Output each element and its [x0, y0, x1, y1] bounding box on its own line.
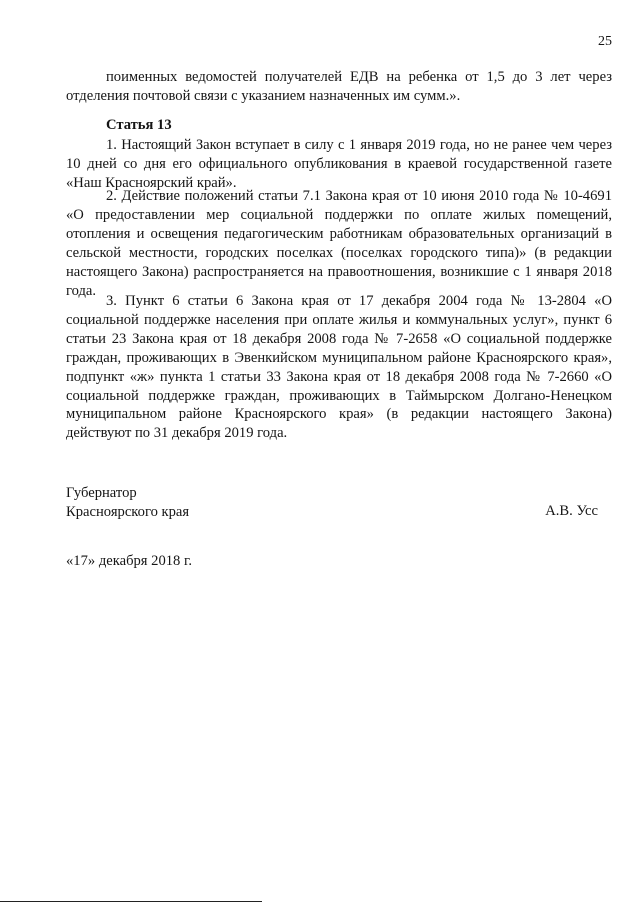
article-heading: Статья 13	[106, 117, 172, 133]
continuation-paragraph: поименных ведомостей получателей ЕДВ на ребенка от 1,5 до 3 лет через отделения почтовой связи с указанием назначенных им сумм.».	[66, 69, 612, 104]
signature-title-line-2: Красноярского края	[66, 504, 190, 520]
signatory-name: А.В. Усс	[545, 503, 598, 519]
article-paragraph-1: 1. Настоящий Закон вступает в силу с 1 января 2019 года, но не ранее чем через 10 дней со дня его официального опубликования в краевой государственной газете «Наш Красноярский край».	[66, 137, 612, 191]
article-paragraph-3: 3. Пункт 6 статьи 6 Закона края от 17 декабря 2004 года № 13-2804 «О социальной поддержке населения при оплате жилья и коммунальных услуг», пункт 6 статьи 23 Закона края от 18 декабря 2008 года № 7-2658 «О социальной поддержке граждан, проживающих в Эвенкийском муниципальном районе Красноярского края», подпункт «ж» пункта 1 статьи 33 Закона края от 18 декабря 2008 года № 7-2660 «О социальной поддержке граждан, проживающих в Таймырском Долгано-Ненецком муниципальном районе Красноярского края» (в редакции настоящего Закона) действуют по 31 декабря 2019 года.	[66, 293, 612, 442]
article-paragraph-2: 2. Действие положений статьи 7.1 Закона края от 10 июня 2010 года № 10-4691 «О предоставлении мер социальной поддержки по оплате жилых помещений, отопления и освещения педагогическим работникам образовательных организаций в сельской местности, городских поселках (поселках городского типа)» (в редакции настоящего Закона) распространяется на правоотношения, возникшие с 1 января 2018 года.	[66, 188, 612, 299]
signature-title	[66, 484, 189, 522]
page-number: 25	[598, 34, 612, 49]
signing-date: «17» декабря 2018 г.	[66, 553, 192, 569]
signature-title-line-1: Губернатор	[66, 485, 137, 501]
footer-divider	[0, 901, 262, 902]
